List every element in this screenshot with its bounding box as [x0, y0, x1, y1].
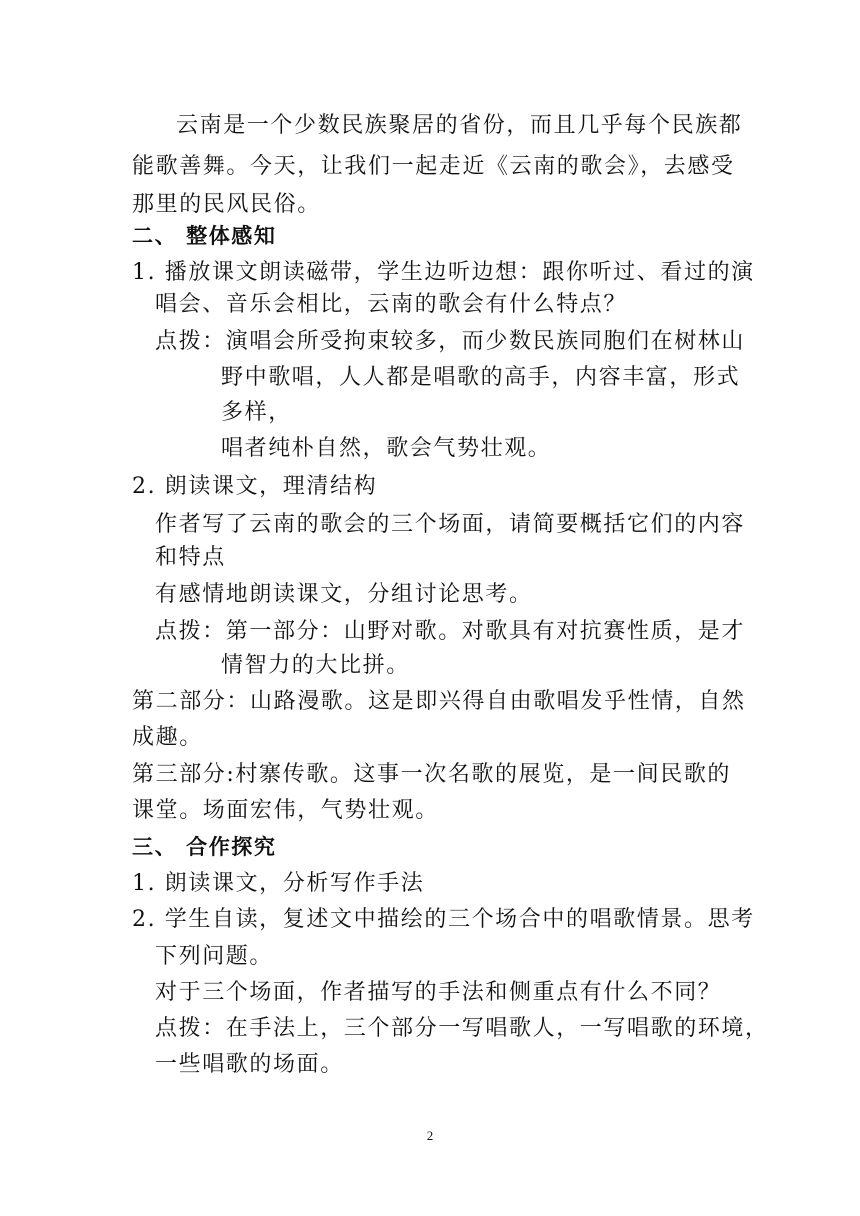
- section-3-hint-line-2: 一些唱歌的场面。: [155, 1052, 344, 1077]
- hint-1-line-4: 唱者纯朴自然，歌会气势壮观。: [221, 436, 552, 461]
- hint-1-line-3: 多样，: [221, 400, 292, 425]
- section-heading-cooperative-inquiry: 三、 合作探究: [132, 835, 277, 859]
- part-2-line-2: 成趣。: [132, 725, 203, 750]
- section-3-item-2-line-2: 下列问题。: [155, 944, 274, 969]
- list-item-2-body-line-3: 有感情地朗读课文，分组讨论思考。: [155, 582, 533, 607]
- intro-line-3: 那里的民风民俗。: [132, 192, 321, 217]
- part-2-line-1: 第二部分：山路漫歌。这是即兴得自由歌唱发乎性情，自然: [132, 689, 746, 714]
- section-3-item-1: 1. 朗读课文，分析写作手法: [132, 871, 425, 896]
- list-item-2-body-line-2: 和特点: [155, 545, 226, 570]
- intro-line-2: 能歌善舞。今天，让我们一起走近《云南的歌会》，去感受: [132, 154, 735, 179]
- section-heading-overall-perception: 二、 整体感知: [132, 224, 277, 248]
- section-3-question: 对于三个场面，作者描写的手法和侧重点有什么不同？: [155, 980, 722, 1005]
- section-3-hint-line-1: 点拨：在手法上，三个部分一写唱歌人，一写唱歌的环境，: [155, 1016, 769, 1041]
- list-item-1-line-1: 1. 播放课文朗读磁带，学生边听边想：跟你听过、看过的演: [132, 260, 755, 285]
- page-number: 2: [426, 1128, 434, 1143]
- intro-line-1: 云南是一个少数民族聚居的省份，而且几乎每个民族都: [176, 113, 743, 138]
- hint-2-line-1: 点拨：第一部分：山野对歌。对歌具有对抗赛性质，是才: [155, 619, 746, 644]
- part-3-line-1: 第三部分:村寨传歌。这事一次名歌的展览，是一间民歌的: [132, 762, 732, 787]
- list-item-2-body-line-1: 作者写了云南的歌会的三个场面，请简要概括它们的内容: [155, 512, 746, 537]
- hint-2-line-2: 情智力的大比拼。: [221, 653, 410, 678]
- part-3-line-2: 课堂。场面宏伟，气势壮观。: [132, 798, 439, 823]
- list-item-1-line-2: 唱会、音乐会相比，云南的歌会有什么特点？: [155, 292, 628, 317]
- section-3-item-2-line-1: 2. 学生自读，复述文中描绘的三个场合中的唱歌情景。思考: [132, 907, 755, 932]
- hint-1-line-2: 野中歌唱，人人都是唱歌的高手，内容丰富，形式: [221, 365, 741, 390]
- list-item-2: 2. 朗读课文，理清结构: [132, 474, 378, 499]
- hint-1-line-1: 点拨：演唱会所受拘束较多，而少数民族同胞们在树林山: [155, 329, 746, 354]
